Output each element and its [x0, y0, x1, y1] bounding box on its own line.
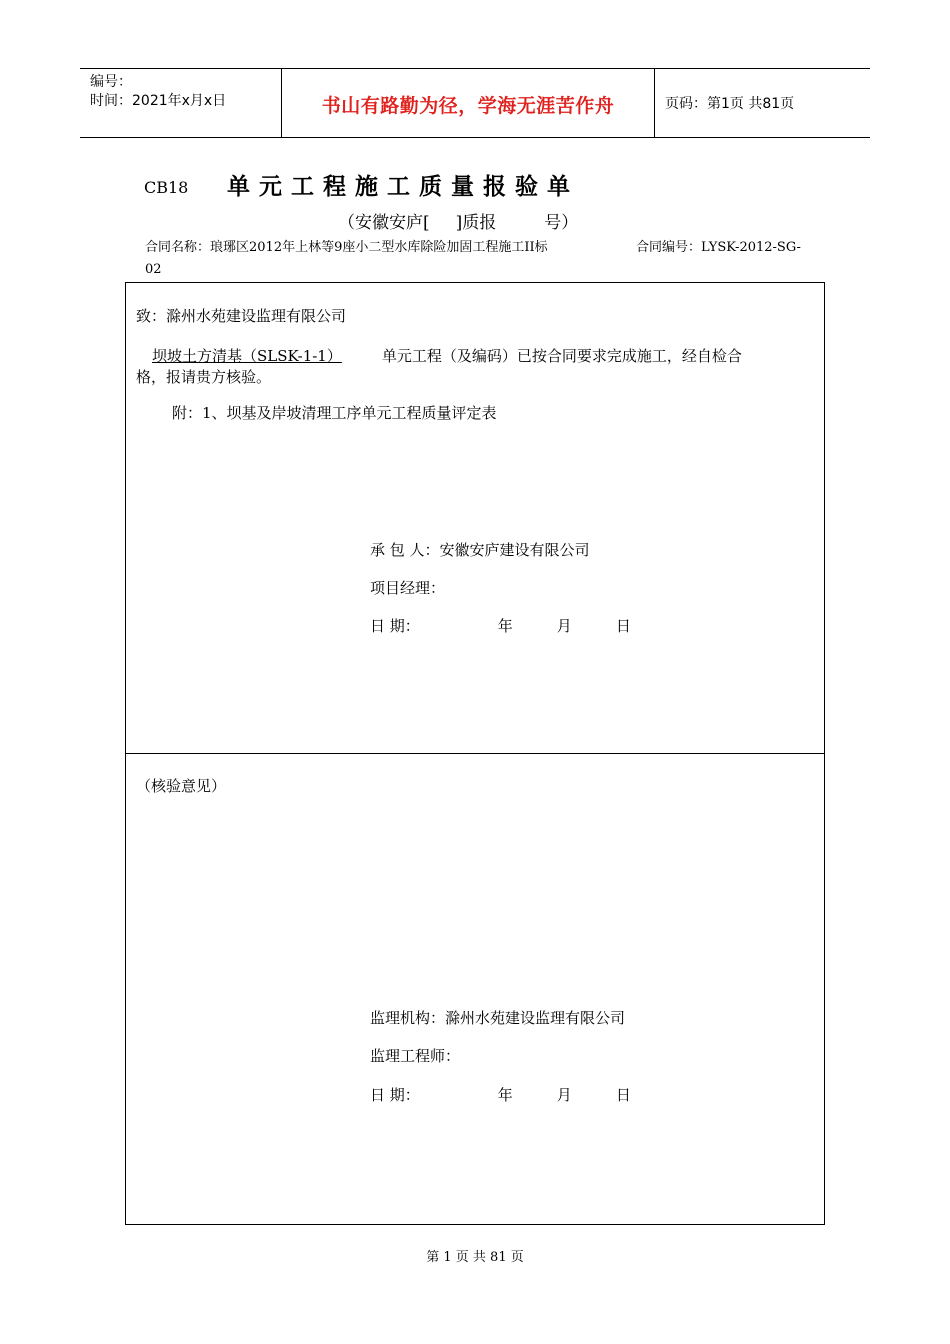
section-divider — [126, 753, 824, 754]
unit-statement-rest: 单元工程（及编码）已按合同要求完成施工，经自检合 — [381, 347, 742, 365]
contract-number-wrap: 02 — [145, 262, 162, 277]
date-line: 日 期： 年 月 日 — [370, 617, 631, 635]
unit-statement-line2: 格，报请贵方核验。 — [136, 368, 272, 386]
date-line: 日 期： 年 月 日 — [370, 1086, 631, 1104]
contract-number: 合同编号：LYSK-2012-SG- — [636, 240, 801, 255]
form-code: CB18 — [144, 178, 189, 197]
page-title: 单元工程施工质量报验单 — [227, 174, 579, 200]
subtitle-left: （安徽安庐[ — [338, 213, 430, 233]
subtitle — [338, 208, 578, 233]
project-manager: 项目经理： — [370, 579, 446, 597]
addressee: 致：滁州水苑建设监理有限公司 — [136, 307, 347, 325]
motto: 书山有路勤为径，学海无涯苦作舟 — [321, 95, 615, 117]
time-label: 时间：2021年x月x日 — [90, 93, 227, 109]
attachment: 附：1、坝基及岸坡清理工序单元工程质量评定表 — [172, 404, 497, 422]
contract-name: 合同名称：琅琊区2012年上林等9座小二型水库除险加固工程施工II标 — [145, 240, 548, 255]
unit-statement — [136, 345, 742, 366]
supervision-agency: 监理机构：滁州水苑建设监理有限公司 — [370, 1009, 626, 1027]
report-form — [125, 282, 825, 1225]
review-opinion: （核验意见） — [136, 777, 227, 795]
contractor: 承 包 人：安徽安庐建设有限公司 — [370, 541, 590, 559]
subtitle-mid: ]质报 — [455, 213, 497, 233]
header-meta — [90, 73, 226, 111]
header-divider — [654, 69, 655, 137]
unit-name-field: 坝坡土方清基（SLSK-1-1） — [152, 347, 342, 365]
page-info: 页码：第1页 共81页 — [665, 96, 795, 112]
header-table — [80, 68, 870, 138]
supervising-engineer: 监理工程师： — [370, 1047, 461, 1065]
page-footer: 第 1 页 共 81 页 — [426, 1250, 524, 1265]
subtitle-right: 号） — [544, 213, 579, 233]
number-label: 编号： — [90, 74, 132, 90]
